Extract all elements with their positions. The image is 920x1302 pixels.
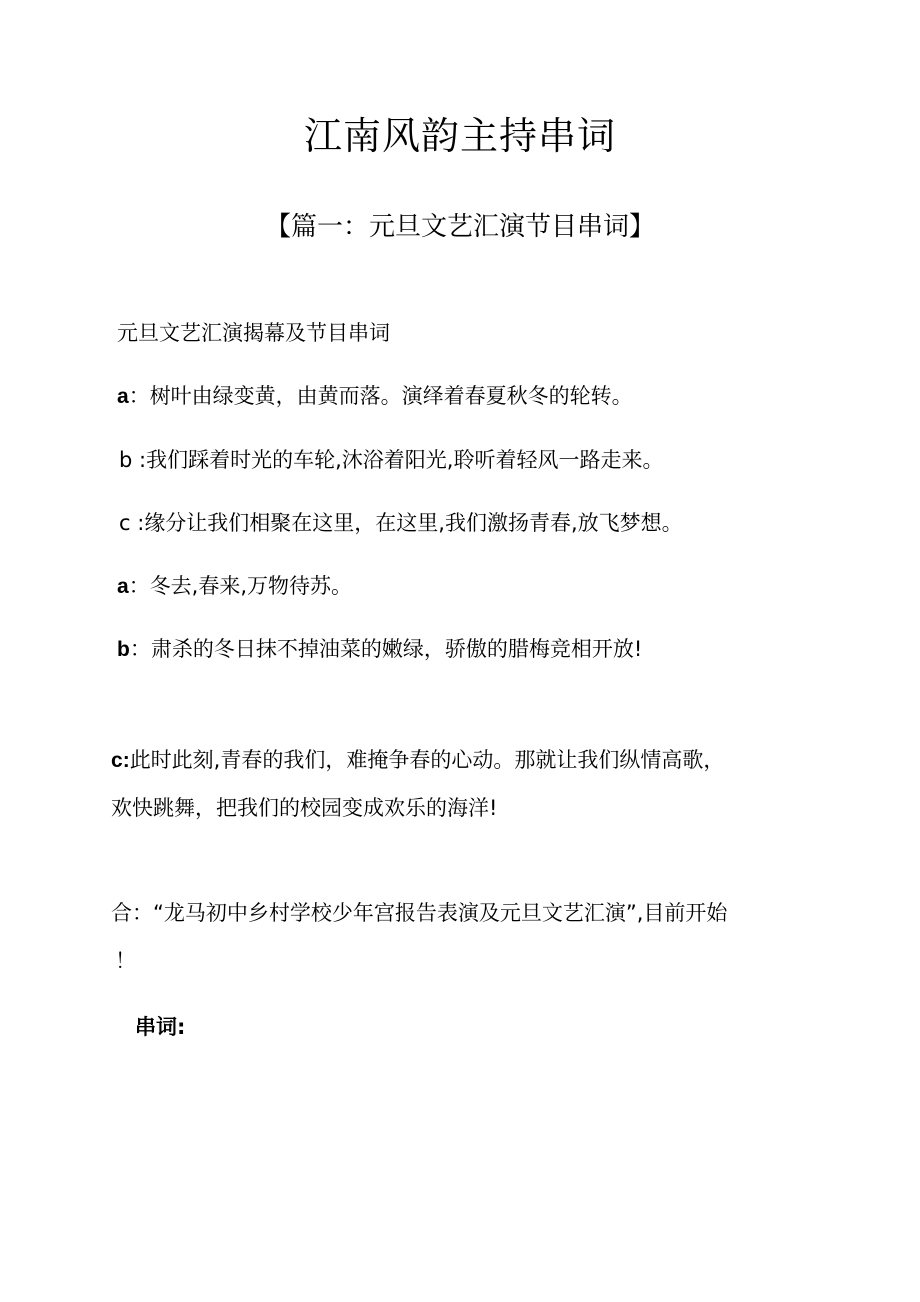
- section-heading: 元旦文艺汇演揭幕及节目串词: [117, 321, 390, 345]
- speaker-label: b: [119, 448, 133, 472]
- dialogue-text: 冬去,春来,万物待苏。: [149, 574, 353, 598]
- dialogue-text: 肃杀的冬日抹不掉油菜的嫩绿，骄傲的腊梅竞相开放!: [150, 637, 643, 661]
- speaker-separator: :: [130, 511, 145, 535]
- dialogue-text: 树叶由绿变黄，由黄而落。演绎着春夏秋冬的轮转。: [149, 384, 633, 408]
- paragraph-text: 此时此刻,青春的我们，难掩争春的心动。那就让我们纵情高歌，: [129, 748, 725, 772]
- together-line-2: ！: [115, 949, 136, 973]
- speaker-separator: ：: [129, 637, 151, 661]
- speaker-label: b: [117, 638, 130, 661]
- together-line-1: 合：“龙马初中乡村学校少年宫报告表演及元旦文艺汇演”,目前开始: [111, 901, 728, 925]
- dialogue-text: 我们踩着时光的车轮,沐浴着阳光,聆听着轻风一路走来。: [146, 448, 664, 472]
- dialogue-text: 缘分让我们相聚在这里，在这里,我们激扬青春,放飞梦想。: [144, 511, 683, 535]
- document-title: 江南风韵主持串词: [303, 114, 616, 158]
- footer-label: 串词:: [135, 1015, 186, 1039]
- speaker-separator: :: [122, 749, 130, 772]
- dialogue-line-2: [119, 445, 663, 475]
- speaker-label: a: [117, 575, 129, 598]
- speaker-label: c: [119, 511, 131, 535]
- dialogue-line-5: [117, 634, 642, 665]
- document-subtitle: 【篇一：元旦文艺汇演节目串词】: [264, 212, 655, 242]
- c-paragraph-line-1: [111, 745, 724, 776]
- speaker-label: c: [111, 749, 123, 772]
- dialogue-line-1: [117, 381, 633, 412]
- speaker-separator: ：: [128, 384, 150, 408]
- dialogue-line-4: [117, 571, 352, 602]
- c-paragraph-line-2: 欢快跳舞，把我们的校园变成欢乐的海洋!: [111, 796, 498, 820]
- speaker-separator: :: [132, 448, 147, 472]
- speaker-separator: ：: [128, 574, 150, 598]
- speaker-label: a: [117, 385, 129, 408]
- dialogue-line-3: [119, 508, 683, 538]
